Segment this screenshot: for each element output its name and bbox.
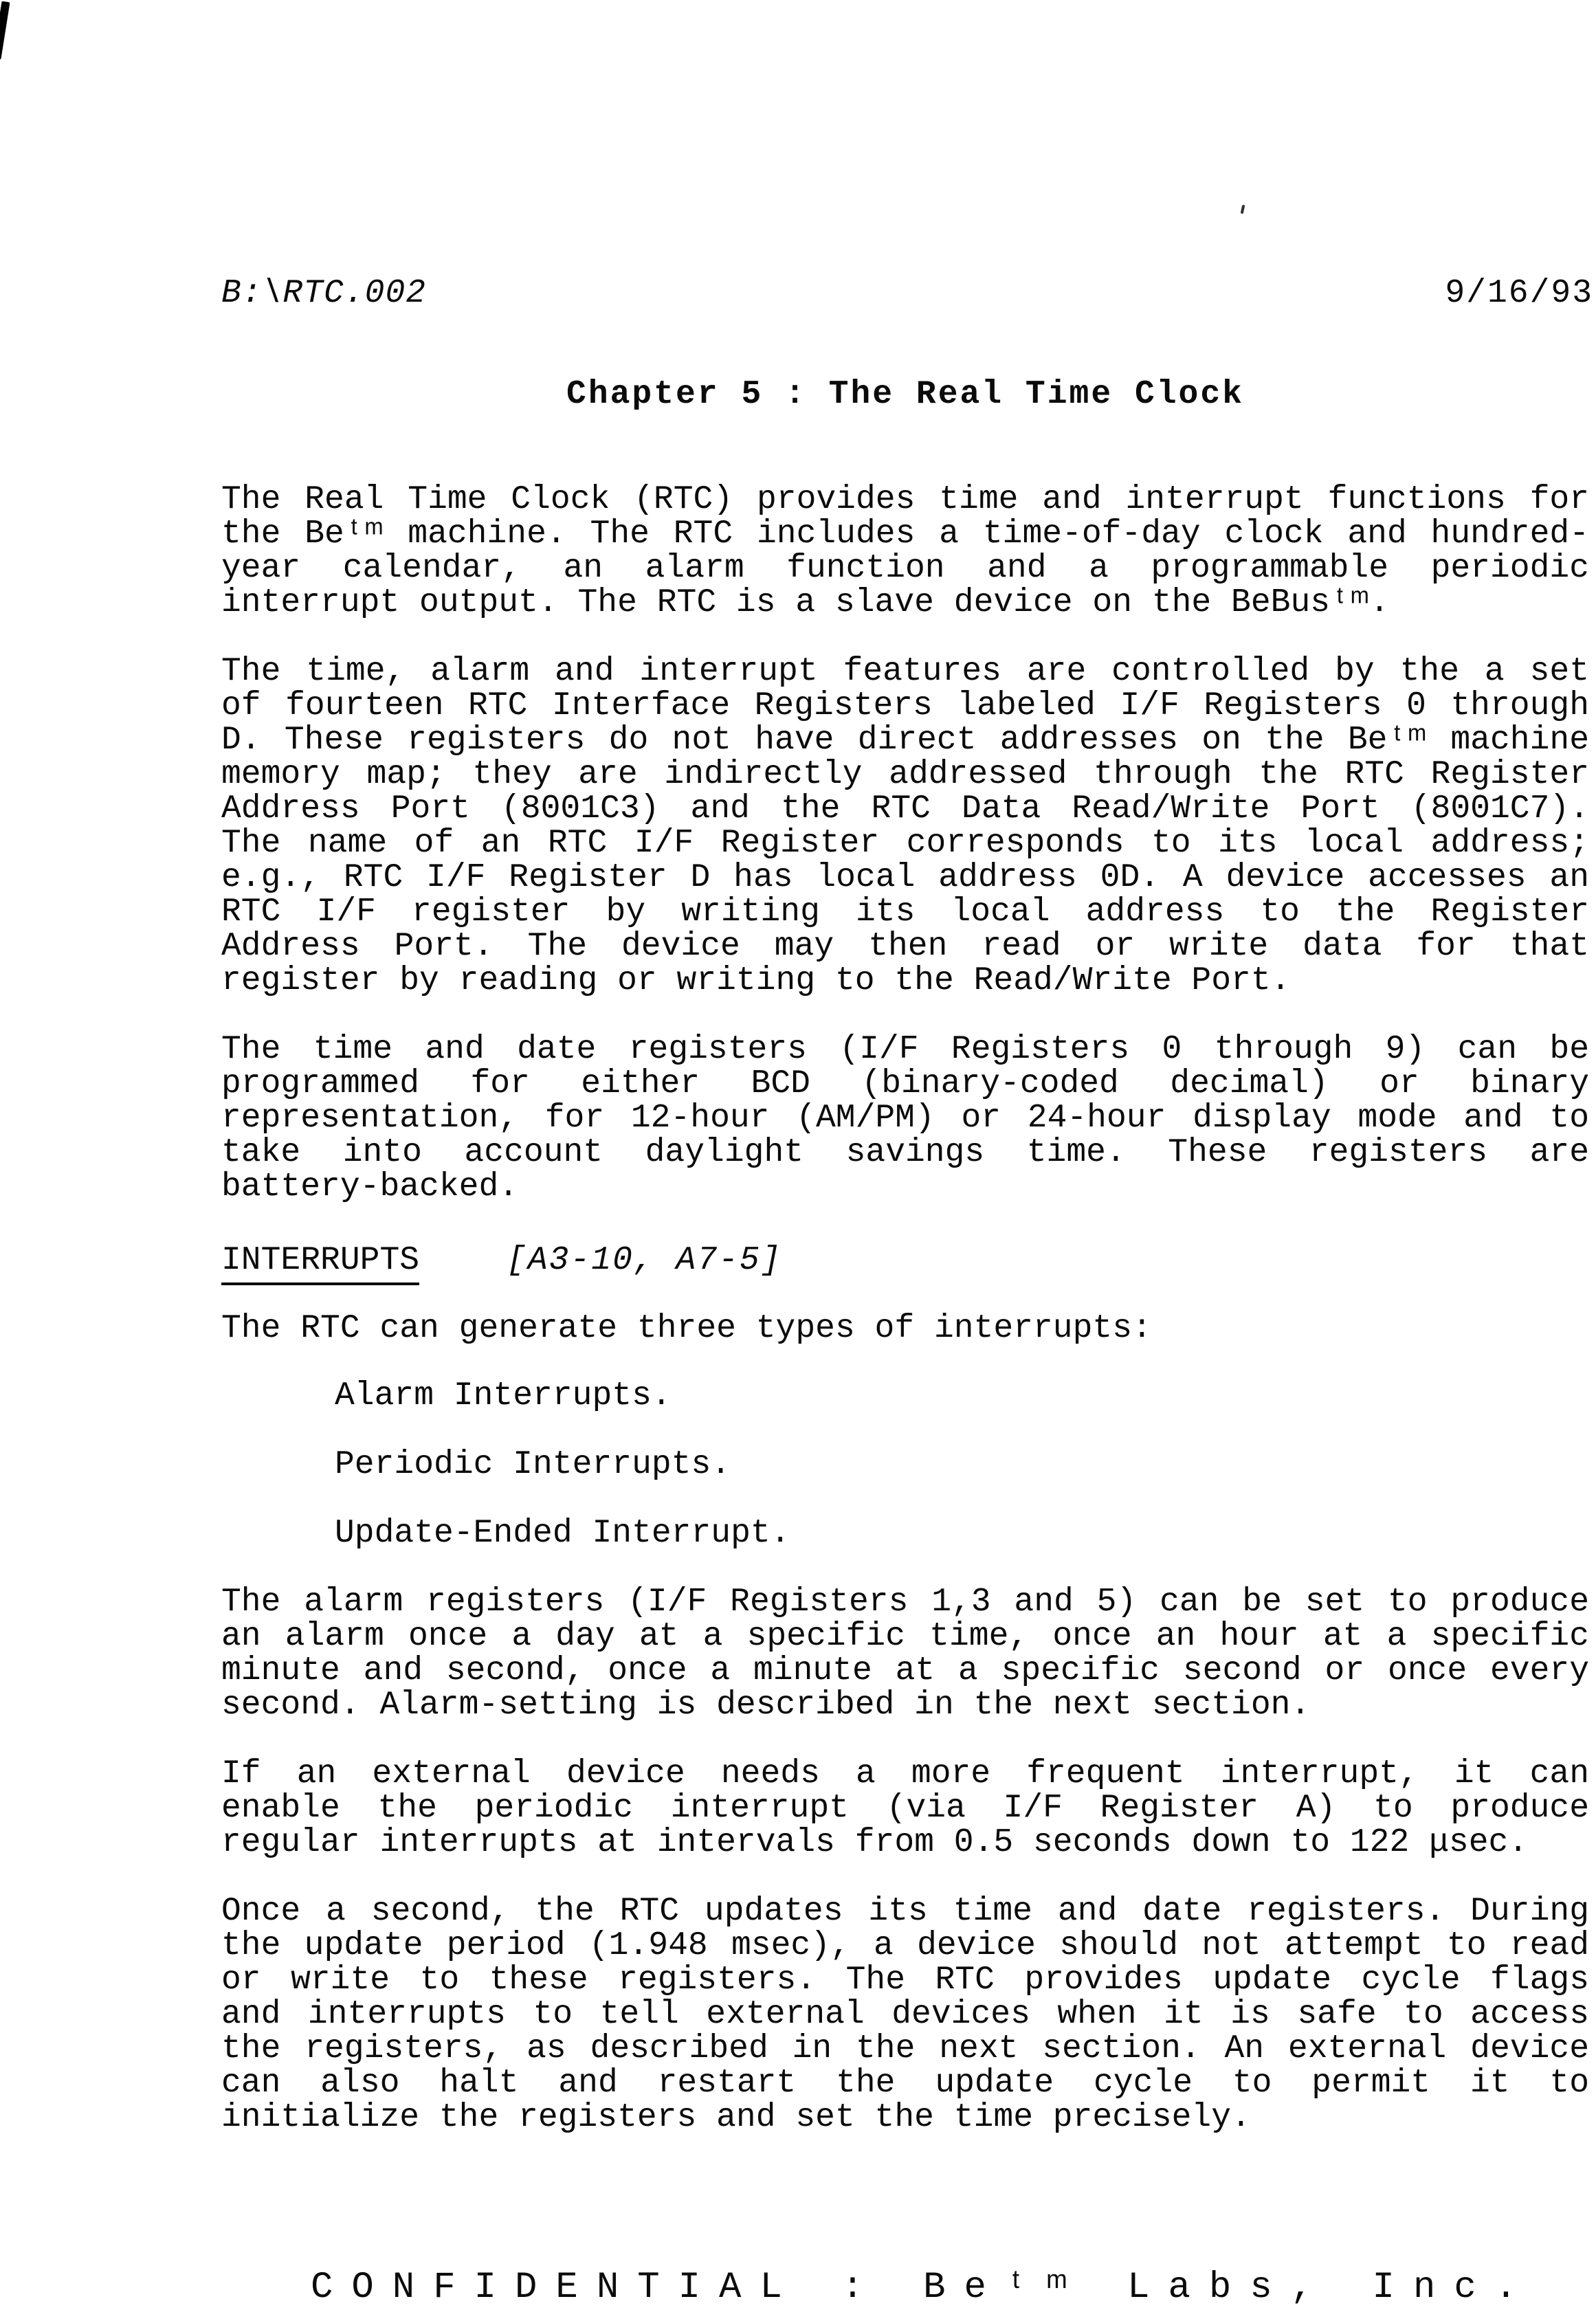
interrupt-type-periodic: Periodic Interrupts. (335, 1446, 731, 1483)
text-line: The time, alarm and interrupt features are controlled by the a set (221, 653, 1589, 690)
confidential-footer: CONFIDENTIAL : Beᵗᵐ Labs, Inc. (311, 2267, 1536, 2309)
text-line: the registers, as described in the next section. An external device (221, 2030, 1589, 2067)
interrupt-type-alarm: Alarm Interrupts. (335, 1377, 672, 1414)
text-line: Address Port. The device may then read or write data for that (221, 928, 1589, 965)
text-line: e.g., RTC I/F Register D has local address 0D. A device accesses an (221, 859, 1589, 896)
text-line: the update period (1.948 msec), a device should not attempt to read (221, 1927, 1589, 1964)
text-line: minute and second, once a minute at a specific second or once every (221, 1652, 1589, 1689)
text-line: of fourteen RTC Interface Registers labeled I/F Registers 0 through (221, 687, 1589, 724)
text-line: Address Port (8001C3) and the RTC Data Read/Write Port (8001C7). (221, 790, 1589, 828)
interrupts-intro-line: The RTC can generate three types of interrupts: (221, 1310, 1152, 1347)
paragraph-time-date-registers (221, 1032, 1589, 1204)
paragraph-alarm-registers (221, 1585, 1589, 1722)
text-line: or write to these registers. The RTC provides update cycle flags (221, 1962, 1589, 1999)
text-line: If an external device needs a more frequent interrupt, it can (221, 1755, 1589, 1792)
paragraph-update-cycle (221, 1894, 1589, 2135)
text-line: programmed for either BCD (binary-coded decimal) or binary (221, 1065, 1589, 1102)
text-line: The time and date registers (I/F Registers 0 through 9) can be (221, 1031, 1589, 1068)
section-heading-label: INTERRUPTS (221, 1242, 419, 1285)
text-line: second. Alarm-setting is described in the next section. (221, 1687, 1311, 1724)
text-line: The name of an RTC I/F Register corresponds to its local address; (221, 825, 1589, 862)
interrupt-type-update-ended: Update-Ended Interrupt. (335, 1515, 790, 1552)
text-line: enable the periodic interrupt (via I/F Register A) to produce (221, 1790, 1589, 1827)
text-line: The alarm registers (I/F Registers 1,3 and 5) can be set to produce (221, 1584, 1589, 1621)
scan-artifact-speck (1241, 205, 1245, 214)
text-line: take into account daylight savings time. These registers are (221, 1134, 1589, 1171)
header-date: 9/16/93 (1445, 275, 1593, 312)
text-line: and interrupts to tell external devices when it is safe to access (221, 1996, 1589, 2033)
section-heading-interrupts (221, 1243, 782, 1278)
chapter-title: Chapter 5 : The Real Time Clock (566, 376, 1244, 413)
page-header (221, 276, 1596, 311)
scan-artifact-corner-mark (0, 1, 10, 60)
file-path: B:\RTC.002 (221, 275, 427, 312)
text-line: register by reading or writing to the Read/Write Port. (221, 962, 1291, 999)
text-line: the Beᵗᵐ machine. The RTC includes a time-of-day clock and hundred- (221, 515, 1589, 553)
text-line: memory map; they are indirectly addressed through the RTC Register (221, 756, 1589, 793)
text-line: D. These registers do not have direct addresses on the Beᵗᵐ machine (221, 722, 1589, 759)
text-line: can also halt and restart the update cycle to permit it to (221, 2065, 1589, 2102)
text-line: The Real Time Clock (RTC) provides time and interrupt functions for (221, 481, 1589, 518)
paragraph-periodic-interrupt (221, 1757, 1589, 1860)
paragraph-rtc-overview (221, 482, 1589, 620)
text-line: year calendar, an alarm function and a programmable periodic (221, 550, 1589, 587)
text-line: battery-backed. (221, 1168, 519, 1206)
text-line: initialize the registers and set the time precisely. (221, 2099, 1251, 2136)
section-heading-reference: [A3-10, A7-5] (507, 1242, 782, 1279)
text-line: an alarm once a day at a specific time, once an hour at a specific (221, 1618, 1589, 1655)
text-line: interrupt output. The RTC is a slave device on the BeBusᵗᵐ. (221, 584, 1390, 621)
text-line: representation, for 12-hour (AM/PM) or 24-hour display mode and to (221, 1100, 1589, 1137)
text-line: RTC I/F register by writing its local address to the Register (221, 893, 1589, 931)
paragraph-if-registers (221, 654, 1589, 998)
text-line: regular interrupts at intervals from 0.5 seconds down to 122 μsec. (221, 1824, 1529, 1861)
text-line: Once a second, the RTC updates its time and date registers. During (221, 1893, 1589, 1930)
